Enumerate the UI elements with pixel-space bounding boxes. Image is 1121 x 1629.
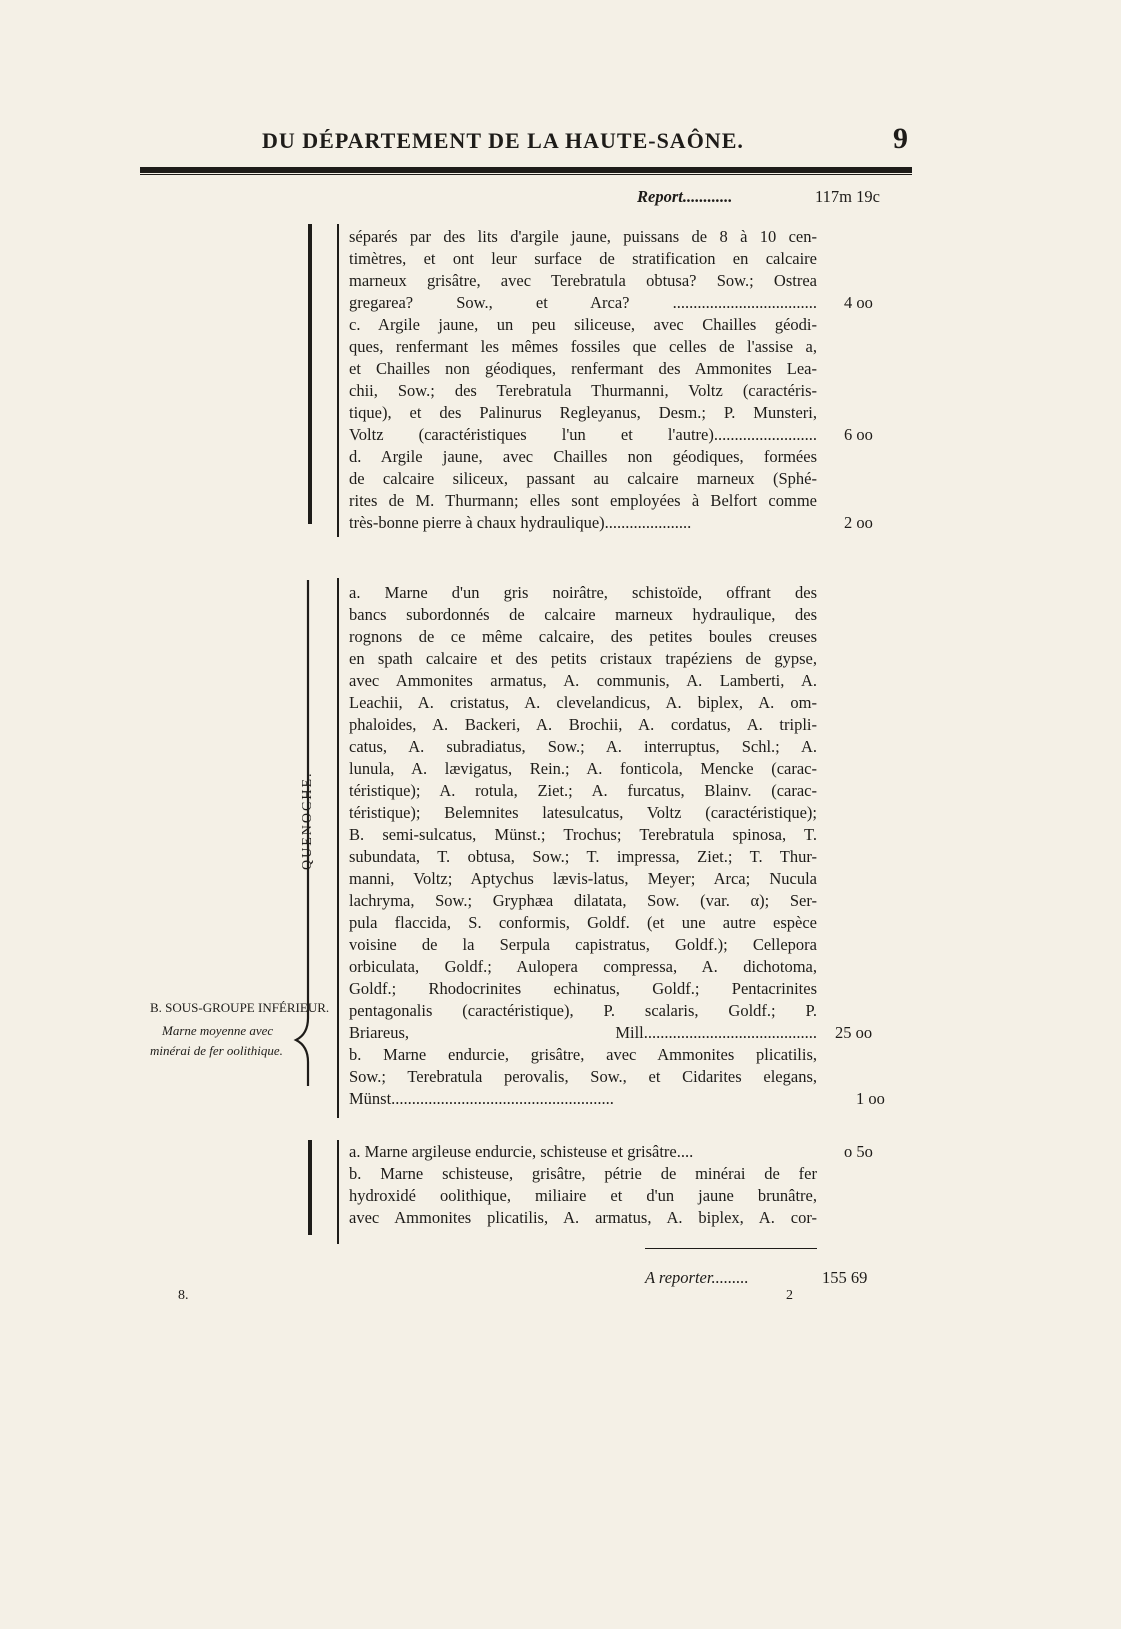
text-line: très-bonne pierre à chaux hydraulique).....................: [349, 513, 692, 532]
text-line: rognons de ce même calcaire, des petites boules creuses: [349, 627, 817, 646]
text-line: B. semi-sulcatus, Münst.; Trochus; Terebratula spinosa, T.: [349, 825, 817, 844]
text-line: Goldf.; Rhodocrinites echinatus, Goldf.; Pentacrinites: [349, 979, 817, 998]
text-line: Sow.; Terebratula perovalis, Sow., et Cidarites elegans,: [349, 1067, 817, 1086]
header-rule-thin: [140, 174, 912, 175]
report-label: Report............: [637, 187, 733, 206]
page-number: 9: [893, 122, 908, 155]
header-rule-thick: [140, 167, 912, 173]
subgroup-desc-line: minérai de fer oolithique.: [150, 1043, 283, 1058]
signature-mark-left: 8.: [178, 1288, 189, 1303]
text-line: Voltz (caractéristiques l'un et l'autre).........................: [349, 425, 817, 444]
signature-mark-center: 2: [786, 1288, 793, 1303]
thickness-value: 4 oo: [844, 293, 873, 312]
carry-forward-label: A reporter.........: [645, 1268, 749, 1287]
thickness-value: o 5o: [844, 1142, 873, 1161]
text-line: voisine de la Serpula capistratus, Goldf.); Cellepora: [349, 935, 817, 954]
thickness-value: 1 oo: [856, 1089, 885, 1108]
text-line: pula flaccida, S. conformis, Goldf. (et une autre espèce: [349, 913, 817, 932]
text-line: ques, renfermant les mêmes fossiles que celles de l'assise a,: [349, 337, 817, 356]
text-line: a. Marne argileuse endurcie, schisteuse et grisâtre....: [349, 1142, 694, 1161]
text-line: téristique); A. rotula, Ziet.; A. furcatus, Blainv. (carac-: [349, 781, 817, 800]
text-line: hydroxidé oolithique, miliaire et d'un jaune brunâtre,: [349, 1186, 817, 1205]
text-line: et Chailles non géodiques, renfermant des Ammonites Lea-: [349, 359, 817, 378]
block3-bracket: [308, 1140, 312, 1235]
text-line: subundata, T. obtusa, Sow.; T. impressa, Ziet.; T. Thur-: [349, 847, 817, 866]
text-line: bancs subordonnés de calcaire marneux hydraulique, des: [349, 605, 817, 624]
footer-rule: [645, 1248, 817, 1249]
thickness-value: 2 oo: [844, 513, 873, 532]
text-line: séparés par des lits d'argile jaune, puissans de 8 à 10 cen-: [349, 227, 817, 246]
text-line: en spath calcaire et des petits cristaux trapéziens de gypse,: [349, 649, 817, 668]
text-line: pentagonalis (caractéristique), P. scalaris, Goldf.; P.: [349, 1001, 817, 1020]
text-line: rites de M. Thurmann; elles sont employées à Belfort comme: [349, 491, 817, 510]
text-line: a. Marne d'un gris noirâtre, schistoïde, offrant des: [349, 583, 817, 602]
text-line: de calcaire siliceux, passant au calcaire marneux (Sphé-: [349, 469, 817, 488]
thickness-value: 6 oo: [844, 425, 873, 444]
text-line: Münst......................................................: [349, 1089, 614, 1108]
text-line: marneux grisâtre, avec Terebratula obtusa? Sow.; Ostrea: [349, 271, 817, 290]
thickness-value: 25 oo: [835, 1023, 873, 1042]
running-header-title: DU DÉPARTEMENT DE LA HAUTE-SAÔNE.: [262, 128, 744, 153]
text-line: d. Argile jaune, avec Chailles non géodiques, formées: [349, 447, 817, 466]
text-line: lachryma, Sow.; Gryphæa dilatata, Sow. (var. α); Ser-: [349, 891, 817, 910]
text-line: timètres, et ont leur surface de stratification en calcaire: [349, 249, 817, 268]
report-value: 117m 19c: [815, 187, 880, 206]
text-line: orbiculata, Goldf.; Aulopera compressa, A. dichotoma,: [349, 957, 817, 976]
block1-margin-line: [337, 224, 339, 537]
text-line: Briareus, Mill..........................................: [349, 1023, 817, 1042]
text-line: b. Marne schisteuse, grisâtre, pétrie de minérai de fer: [349, 1164, 817, 1183]
text-line: lunula, A. lævigatus, Rein.; A. fonticola, Mencke (carac-: [349, 759, 817, 778]
section-label-quenoche: QUENOCHE.: [300, 771, 315, 870]
text-line: Leachii, A. cristatus, A. clevelandicus, A. biplex, A. om-: [349, 693, 817, 712]
text-line: tique), et des Palinurus Regleyanus, Desm.; P. Munsteri,: [349, 403, 817, 422]
text-line: phaloides, A. Backeri, A. Brochii, A. cordatus, A. tripli-: [349, 715, 817, 734]
carry-forward-value: 155 69: [822, 1268, 868, 1287]
text-line: catus, A. subradiatus, Sow.; A. interruptus, Schl.; A.: [349, 737, 817, 756]
text-line: c. Argile jaune, un peu siliceuse, avec Chailles géodi-: [349, 315, 817, 334]
block3-margin-line: [337, 1140, 339, 1244]
text-line: avec Ammonites plicatilis, A. armatus, A. biplex, A. cor-: [349, 1208, 817, 1227]
block2-margin-line: [337, 578, 339, 1118]
subgroup-heading: B. SOUS-GROUPE INFÉRIEUR.: [150, 1000, 330, 1015]
block1-bracket: [308, 224, 312, 524]
text-line: téristique); Belemnites latesulcatus, Voltz (caractéristique);: [349, 803, 817, 822]
text-line: gregarea? Sow., et Arca? ...................................: [349, 293, 817, 312]
subgroup-desc-line: Marne moyenne avec: [162, 1023, 274, 1038]
text-line: chii, Sow.; des Terebratula Thurmanni, Voltz (caractéris-: [349, 381, 817, 400]
text-line: manni, Voltz; Aptychus lævis-latus, Meyer; Arca; Nucula: [349, 869, 817, 888]
text-line: b. Marne endurcie, grisâtre, avec Ammonites plicatilis,: [349, 1045, 817, 1064]
text-line: avec Ammonites armatus, A. communis, A. Lamberti, A.: [349, 671, 817, 690]
